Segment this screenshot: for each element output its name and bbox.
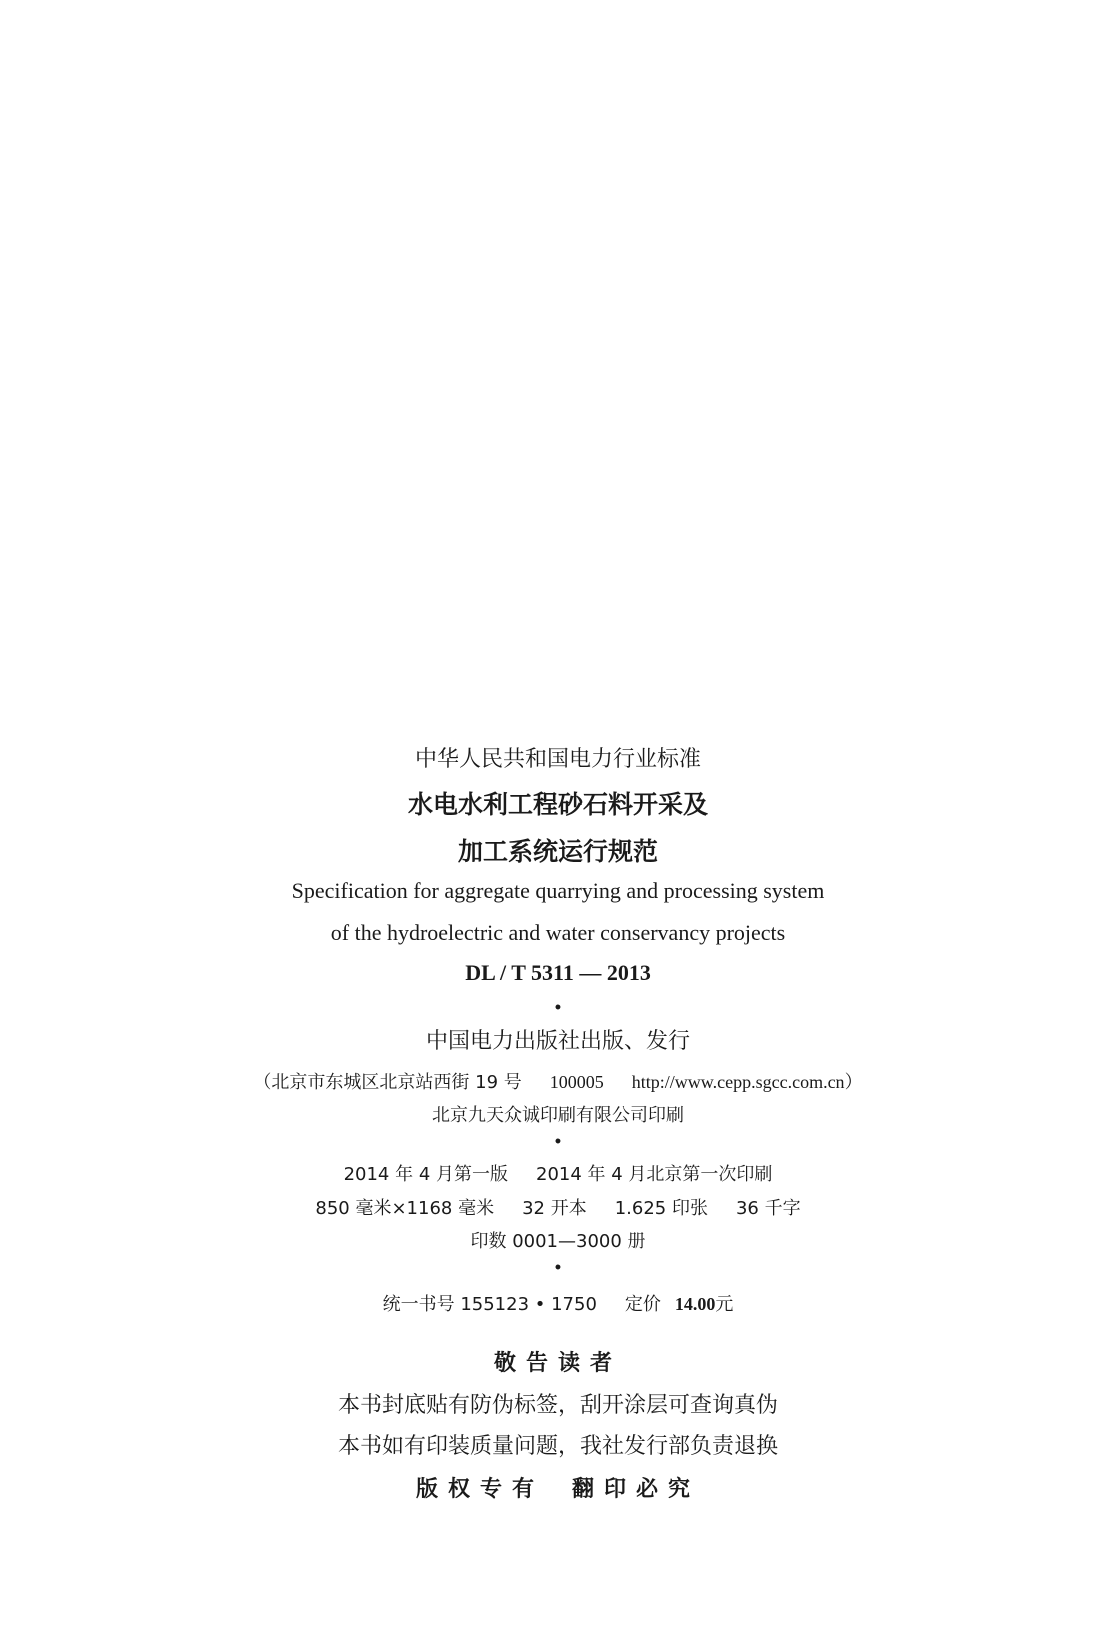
separator-dot-2: • <box>553 1134 563 1150</box>
edition: 2014 年 4 月第一版 <box>343 1164 508 1185</box>
sheets: 1.625 印张 <box>614 1198 708 1219</box>
separator-dot-1: • <box>553 1000 563 1016</box>
price-label: 定价 <box>624 1294 661 1315</box>
address-open-paren: （ <box>253 1072 272 1093</box>
notice-line-1: 本书封底贴有防伪标签，刮开涂层可查询真伪 <box>337 1393 778 1418</box>
title-cn-line-2: 加工系统运行规范 <box>457 837 658 866</box>
address-postcode: 100005 <box>549 1072 604 1092</box>
format: 32 开本 <box>522 1198 587 1219</box>
title-cn-line-1: 水电水利工程砂石料开采及 <box>407 790 708 819</box>
book-number-and-price <box>0 1290 1116 1316</box>
address-url: http://www.cepp.sgcc.com.cn <box>631 1072 845 1092</box>
printing: 2014 年 4 月北京第一次印刷 <box>536 1164 773 1185</box>
copyright-b: 翻印必究 <box>572 1477 701 1502</box>
address-location: 北京市东城区北京站西街 19 号 <box>271 1072 522 1093</box>
word-count: 36 千字 <box>735 1198 801 1219</box>
paper-size: 850 毫米×1168 毫米 <box>315 1198 495 1219</box>
publisher: 中国电力出版社出版、发行 <box>425 1029 690 1054</box>
standard-series: 中华人民共和国电力行业标准 <box>414 747 701 772</box>
printer: 北京九天众诚印刷有限公司印刷 <box>432 1105 684 1126</box>
price-unit: 元 <box>715 1294 734 1315</box>
book-number: 统一书号 155123 • 1750 <box>382 1294 597 1315</box>
publisher-address <box>0 1068 1116 1094</box>
address-close-paren: ） <box>844 1072 863 1093</box>
price-value: 14.00 <box>674 1294 716 1314</box>
title-en-line-2: of the hydroelectric and water conservancy projects <box>330 920 786 945</box>
print-run: 印数 0001—3000 册 <box>470 1231 646 1252</box>
standard-code: DL / T 5311 — 2013 <box>465 960 651 985</box>
copyright-a: 版权专有 <box>415 1477 544 1502</box>
format-info <box>0 1194 1116 1220</box>
separator-dot-3: • <box>553 1260 563 1276</box>
notice-line-2: 本书如有印装质量问题，我社发行部负责退换 <box>337 1434 778 1459</box>
edition-info <box>0 1160 1116 1186</box>
copyright-notice <box>0 1472 1116 1503</box>
notice-heading: 敬告读者 <box>493 1351 622 1376</box>
title-en-line-1: Specification for aggregate quarrying and processing system <box>291 878 825 903</box>
